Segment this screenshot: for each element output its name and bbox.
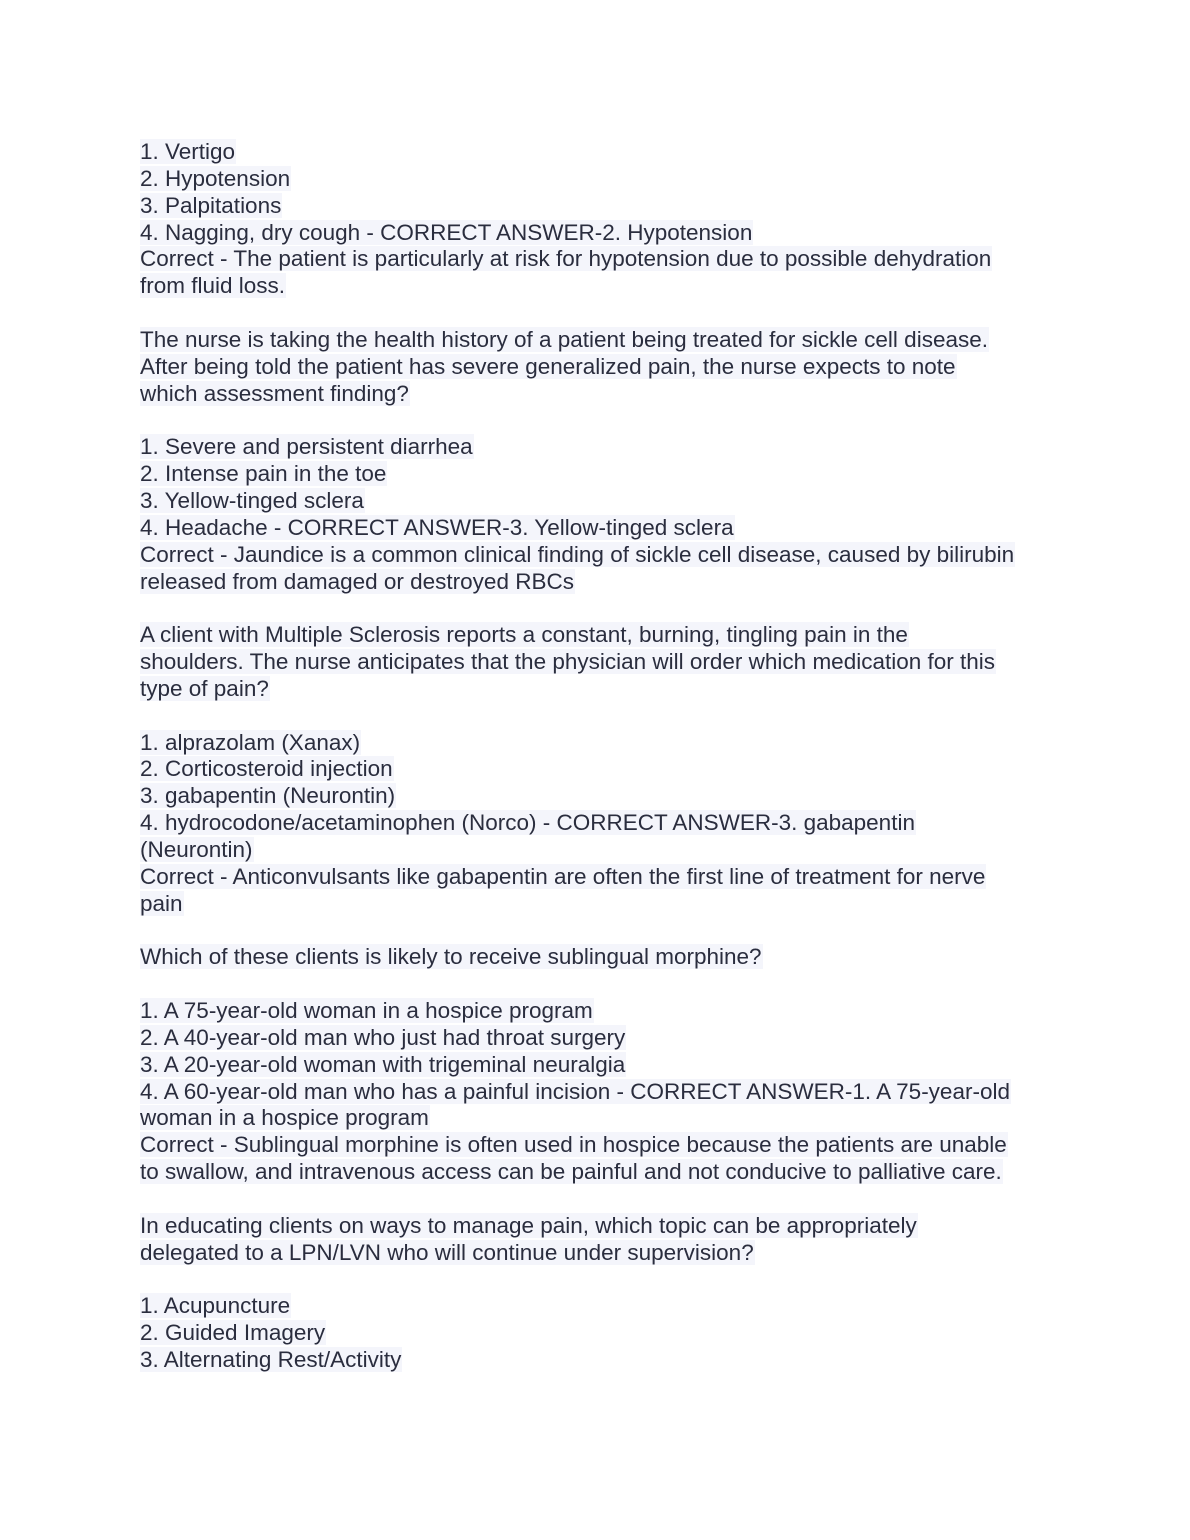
text-line [140,1132,1060,1159]
text-line [140,944,1060,971]
text-line [140,273,1060,300]
text-line [140,327,1060,354]
text-line-content: Correct - Sublingual morphine is often used in hospice because the patients are unable [140,1132,1007,1158]
text-line [140,542,1060,569]
text-line [140,864,1060,891]
text-line-content: A client with Multiple Sclerosis reports a constant, burning, tingling pain in the [140,622,908,648]
text-line [140,461,1060,488]
text-line-content: 2. Intense pain in the toe [140,461,387,487]
text-line-content: type of pain? [140,675,269,701]
text-line [140,1105,1060,1132]
text-line [140,891,1060,918]
text-line-content: 3. Yellow-tinged sclera [140,487,364,513]
text-line-content: 3. Alternating Rest/Activity [140,1346,402,1372]
text-line-content: to swallow, and intravenous access can be painful and not conducive to palliative care. [140,1159,1002,1185]
text-line-content: The nurse is taking the health history of a patient being treated for sickle cell disease. [140,326,988,352]
text-line [140,783,1060,810]
text-line [140,488,1060,515]
text-line [140,1052,1060,1079]
text-line [140,756,1060,783]
text-line-content: 4. hydrocodone/acetaminophen (Norco) - CORRECT ANSWER-3. gabapentin [140,810,915,836]
paragraph-gap [140,300,1060,327]
text-line [140,1213,1060,1240]
text-line-content: 1. Severe and persistent diarrhea [140,434,473,460]
text-line-content: 3. gabapentin (Neurontin) [140,783,396,809]
text-line [140,381,1060,408]
text-line-content: from fluid loss. [140,273,286,299]
text-line [140,837,1060,864]
text-line [140,246,1060,273]
text-line [140,193,1060,220]
text-line [140,569,1060,596]
text-line-content: 3. Palpitations [140,192,282,218]
text-line [140,810,1060,837]
document-body [140,139,1060,1374]
text-line-content: woman in a hospice program [140,1105,429,1131]
text-line-content: Which of these clients is likely to receive sublingual morphine? [140,944,762,970]
text-line [140,676,1060,703]
text-line [140,1320,1060,1347]
paragraph-gap [140,1266,1060,1293]
text-line-content: 2. Guided Imagery [140,1320,326,1346]
text-line [140,354,1060,381]
text-line-content: 1. A 75-year-old woman in a hospice program [140,998,593,1023]
text-line [140,998,1060,1025]
text-line [140,1347,1060,1374]
text-line-content: 3. A 20-year-old woman with trigeminal neuralgia [140,1051,626,1077]
text-line [140,1079,1060,1106]
text-line-content: 4. A 60-year-old man who has a painful incision - CORRECT ANSWER-1. A 75-year-old [140,1078,1010,1104]
text-line-content: (Neurontin) [140,836,253,862]
text-line-content: which assessment finding? [140,380,409,406]
text-line-content: Correct - Jaundice is a common clinical finding of sickle cell disease, caused by bilirubin [140,541,1015,567]
text-line-content: In educating clients on ways to manage pain, which topic can be appropriately [140,1212,917,1238]
text-line-content: After being told the patient has severe generalized pain, the nurse expects to note [140,353,956,379]
text-line-content: 2. Hypotension [140,165,291,191]
text-line-content: 1. Acupuncture [140,1293,291,1319]
text-line-content: Correct - Anticonvulsants like gabapentin are often the first line of treatment for nerve [140,863,986,889]
text-line-content: delegated to a LPN/LVN who will continue under supervision? [140,1239,754,1265]
text-line [140,622,1060,649]
paragraph-gap [140,1186,1060,1213]
paragraph-gap [140,971,1060,998]
text-line [140,649,1060,676]
text-line [140,139,1060,166]
text-line-content: released from damaged or destroyed RBCs [140,568,574,594]
text-line [140,434,1060,461]
text-line [140,730,1060,757]
text-line-content: Correct - The patient is particularly at risk for hypotension due to possible dehydration [140,246,992,272]
text-line-content: 1. Vertigo [140,139,236,164]
text-line [140,1025,1060,1052]
text-line [140,220,1060,247]
text-line-content: 2. A 40-year-old man who just had throat surgery [140,1024,626,1050]
text-line [140,166,1060,193]
text-line-content: pain [140,890,183,916]
text-line [140,1240,1060,1267]
paragraph-gap [140,917,1060,944]
text-line-content: 4. Headache - CORRECT ANSWER-3. Yellow-tinged sclera [140,514,734,540]
paragraph-gap [140,595,1060,622]
text-line [140,515,1060,542]
text-line-content: 2. Corticosteroid injection [140,756,393,782]
text-line-content: 1. alprazolam (Xanax) [140,729,361,755]
text-line-content: 4. Nagging, dry cough - CORRECT ANSWER-2. Hypotension [140,219,753,245]
text-line-content: shoulders. The nurse anticipates that the physician will order which medication for this [140,649,996,675]
paragraph-gap [140,703,1060,730]
text-line [140,1159,1060,1186]
text-line [140,1293,1060,1320]
paragraph-gap [140,407,1060,434]
